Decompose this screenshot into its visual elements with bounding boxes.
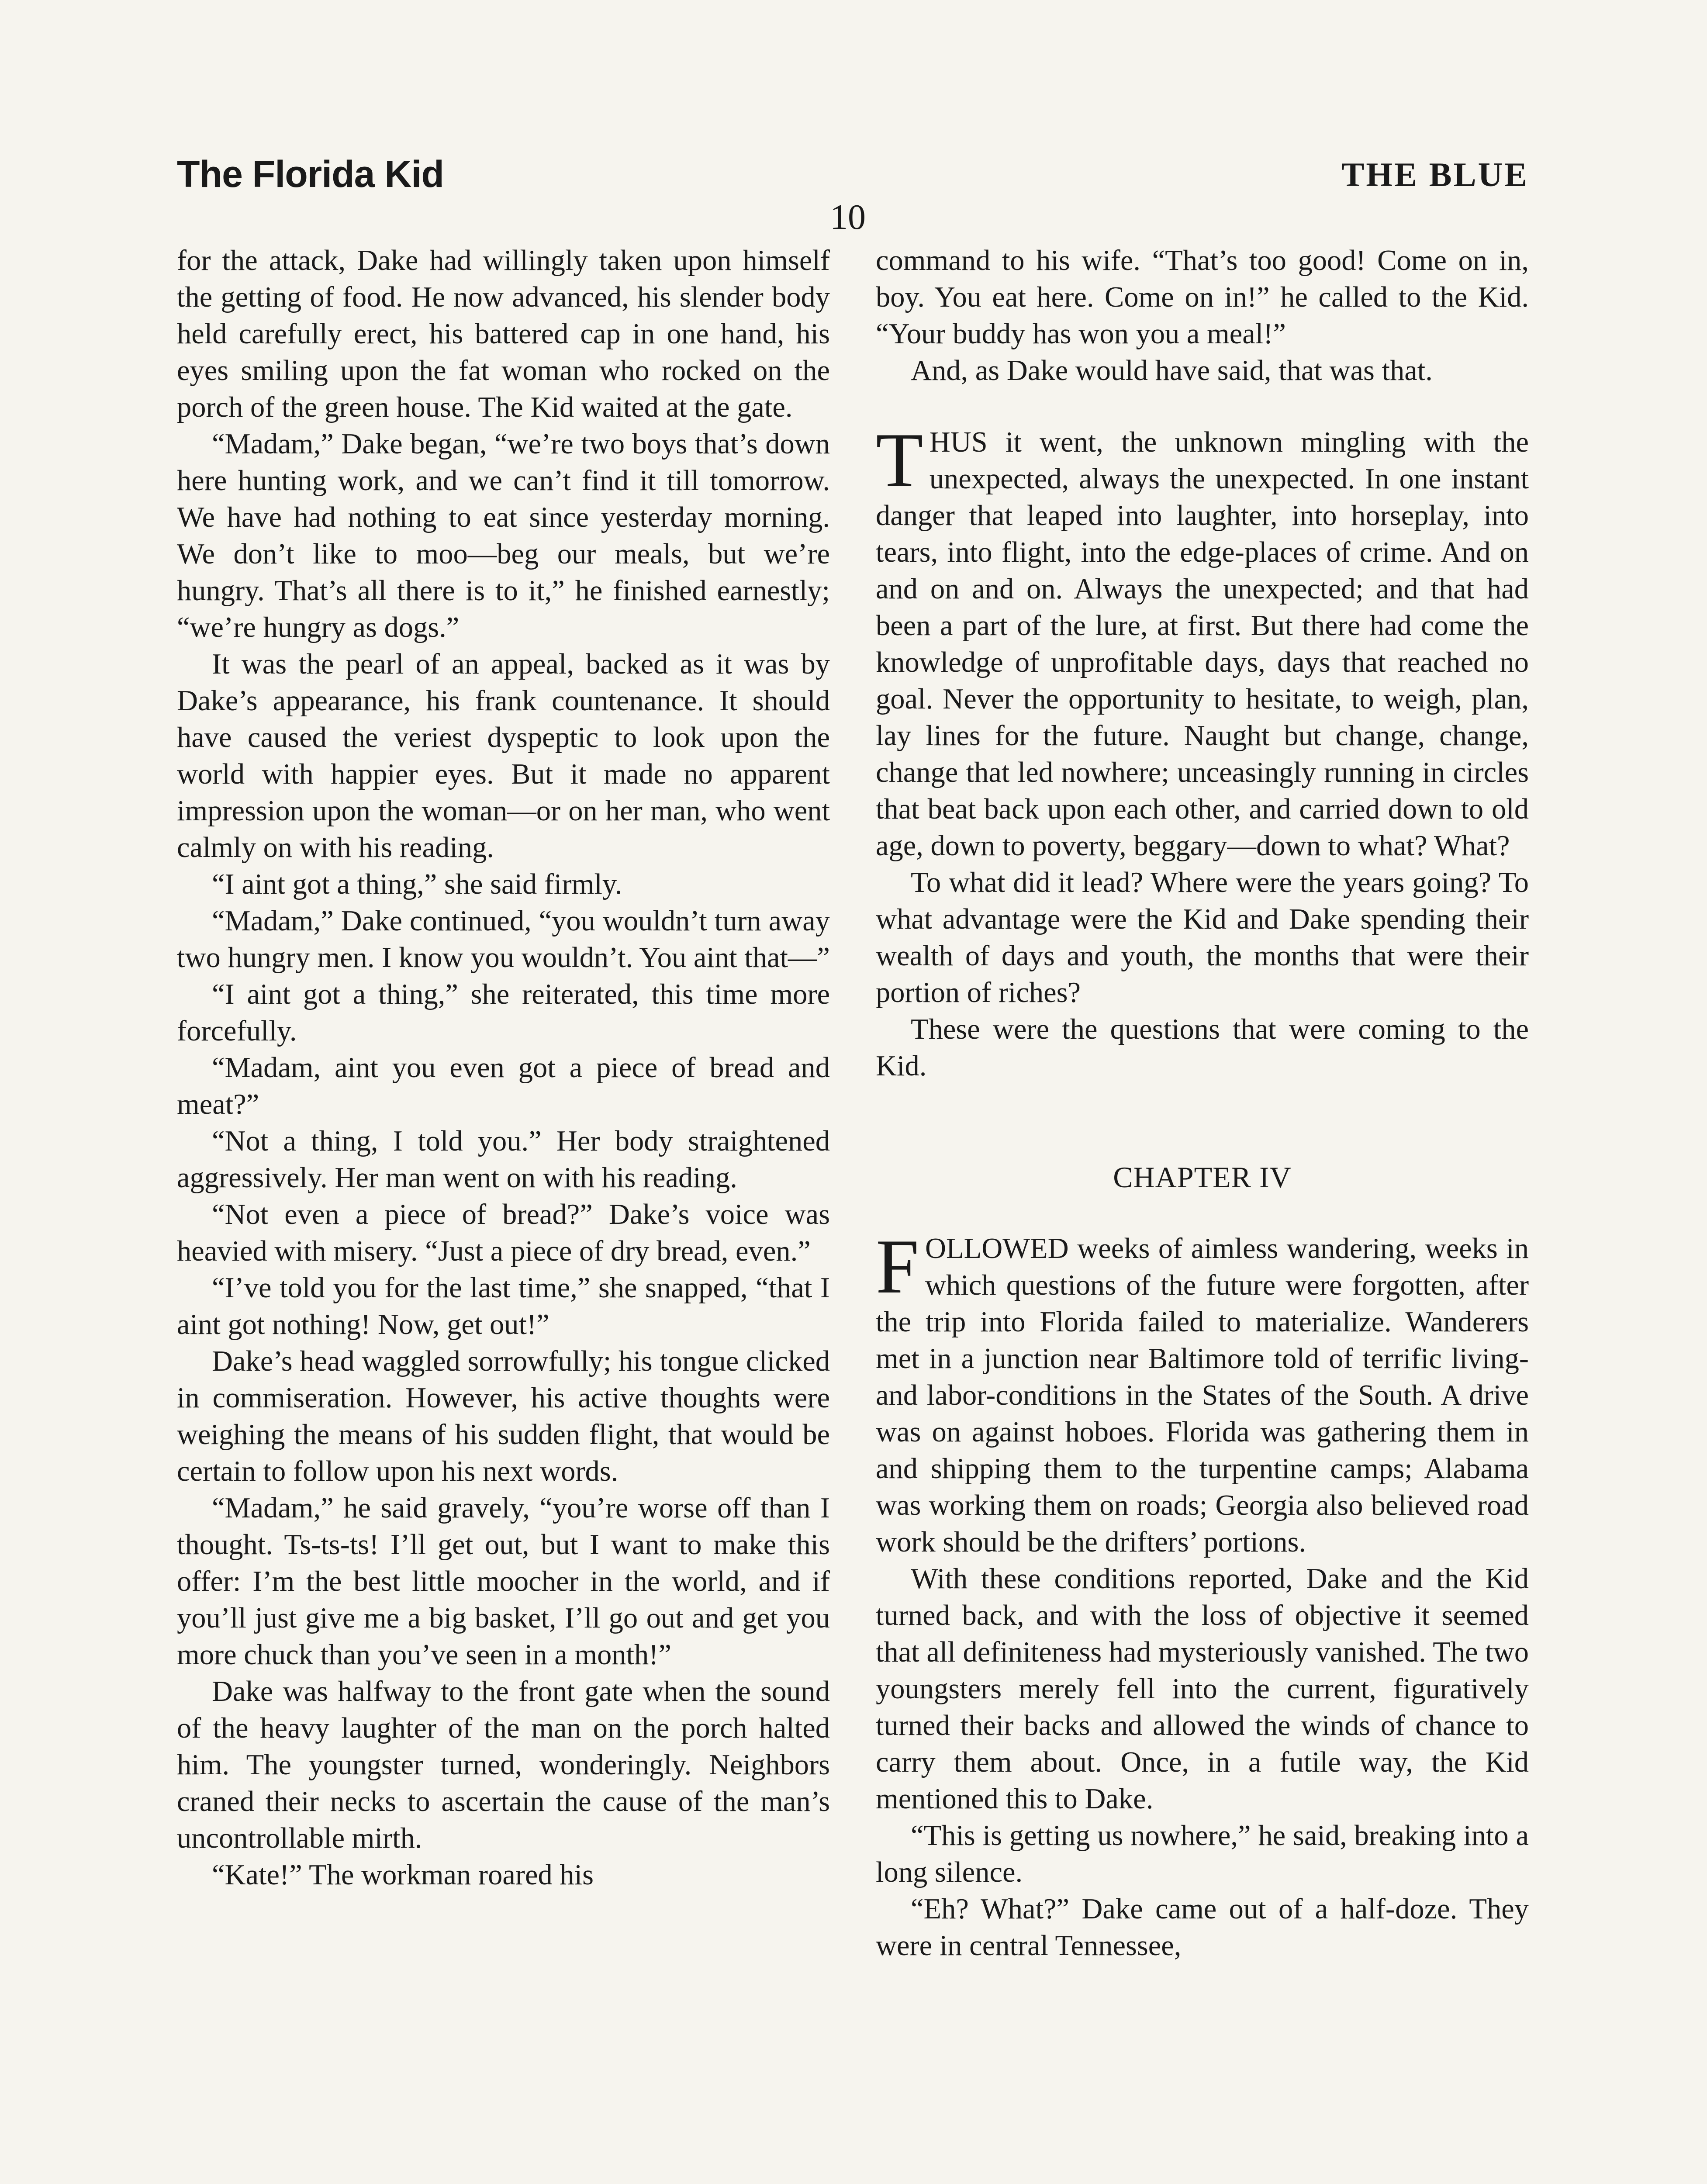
chapter-spacer — [876, 1196, 1529, 1230]
chapter-opening-paragraph — [876, 1223, 1529, 1561]
chapter-break — [876, 1085, 1529, 1159]
section-break — [876, 389, 1529, 424]
paragraph: command to his wife. “That’s too good! Come on in, boy. You eat here. Come on in!” he called to the Kid. “Your buddy has won you a meal!” — [876, 245, 1529, 350]
chapter-heading: CHAPTER IV — [1113, 1161, 1292, 1194]
paragraph: “Madam,” Dake began, “we’re two boys that’s down here hunting work, and we can’t find it till tomorrow. We have had nothing to eat since yesterday morning. We don’t like to moo—beg our meals, but we’re hungry. That’s all there is to it,” he finished earnestly; “we’re hungry as dogs.” — [177, 428, 830, 643]
paragraph: “Madam,” he said gravely, “you’re worse off than I thought. Ts-ts-ts! I’ll get out, but I want to make this offer: I’m the best little moocher in the world, and if you’ll just give me a big basket, I’ll go out and get you more chuck than you’ve seen in a month!” — [177, 1492, 830, 1671]
story-title: The Florida Kid — [177, 153, 444, 195]
section-opening-paragraph — [876, 417, 1529, 864]
left-column — [177, 242, 830, 1894]
drop-cap: F — [876, 1223, 919, 1310]
paragraph: Dake was halfway to the front gate when the sound of the heavy laughter of the man on the porch halted him. The youngster turned, wonderingly. Neighbors craned their necks to ascertain the cause of the man’s uncontrollable mirth. — [177, 1676, 830, 1854]
paragraph: These were the questions that were coming to the Kid. — [876, 1013, 1529, 1082]
section-opening-text: HUS it went, the unknown mingling with the unexpected, always the unexpected. In one instant danger that leaped into laughter, into horseplay, into tears, into flight, into the edge-places of crime. And on and on and on. Always the unexpected; and that had been a part of the lure, at first. But there had come the knowledge of unprofitable days, days that reached no goal. Never the opportunity to hesitate, to weigh, plan, lay lines for the future. Naught but change, change, change that led nowhere; unceasingly running in circles that beat back upon each other, and carried down to old age, down to poverty, beggary—down to what? What? — [876, 426, 1529, 862]
paragraph: for the attack, Dake had willingly taken upon himself the getting of food. He now advanced, his slender body held carefully erect, his battered cap in one hand, his eyes smiling upon the fat woman who rocked on the porch of the green house. The Kid waited at the gate. — [177, 245, 830, 423]
paragraph: “Madam, aint you even got a piece of bread and meat?” — [177, 1052, 830, 1120]
paragraph: “Eh? What?” Dake came out of a half-doze. They were in central Tennessee, — [876, 1893, 1529, 1962]
right-column — [876, 242, 1529, 1964]
paragraph: “Not a thing, I told you.” Her body straightened aggressively. Her man went on with his reading. — [177, 1125, 830, 1194]
paragraph: Dake’s head waggled sorrowfully; his tongue clicked in commiseration. However, his active thoughts were weighing the means of his sudden flight, that would be certain to follow upon his next words. — [177, 1345, 830, 1487]
paragraph: With these conditions reported, Dake and the Kid turned back, and with the loss of objective it seemed that all definiteness had mysteriously vanished. The two youngsters merely fell into the current, figuratively turned their backs and allowed the winds of chance to carry them about. Once, in a futile way, the Kid mentioned this to Dake. — [876, 1563, 1529, 1815]
magazine-title: THE BLUE — [1341, 156, 1529, 194]
drop-cap: T — [876, 417, 923, 503]
paragraph: “I’ve told you for the last time,” she snapped, “that I aint got nothing! Now, get out!” — [177, 1272, 830, 1341]
paragraph: And, as Dake would have said, that was that. — [911, 355, 1433, 387]
paragraph: To what did it lead? Where were the years going? To what advantage were the Kid and Dake spending their wealth of days and youth, the months that were their portion of riches? — [876, 867, 1529, 1009]
paragraph: “This is getting us nowhere,” he said, breaking into a long silence. — [876, 1820, 1529, 1888]
page-number: 10 — [830, 197, 866, 237]
chapter-opening-text: OLLOWED weeks of aimless wandering, weeks in which questions of the future were forgotten, after the trip into Florida failed to materialize. Wanderers met in a junction near Baltimore told of terrific living- and labor-conditions in the States of the South. A drive was on against hoboes. Florida was gathering them in and shipping them to the turpentine camps; Alabama was working them on roads; Georgia also believed road work should be the drifters’ portions. — [876, 1233, 1529, 1558]
paragraph: It was the pearl of an appeal, backed as it was by Dake’s appearance, his frank countenance. It should have caused the veriest dyspeptic to look upon the world with happier eyes. But it made no apparent impression upon the woman—or on her man, who went calmly on with his reading. — [177, 648, 830, 864]
paragraph: “Madam,” Dake continued, “you wouldn’t turn away two hungry men. I know you wouldn’t. You aint that—” — [177, 905, 830, 974]
paragraph: “Not even a piece of bread?” Dake’s voice was heavied with misery. “Just a piece of dry bread, even.” — [177, 1199, 830, 1267]
paragraph: “Kate!” The workman roared his — [212, 1859, 594, 1891]
paragraph: “I aint got a thing,” she reiterated, this time more forcefully. — [177, 978, 830, 1047]
paragraph: “I aint got a thing,” she said firmly. — [212, 868, 622, 900]
